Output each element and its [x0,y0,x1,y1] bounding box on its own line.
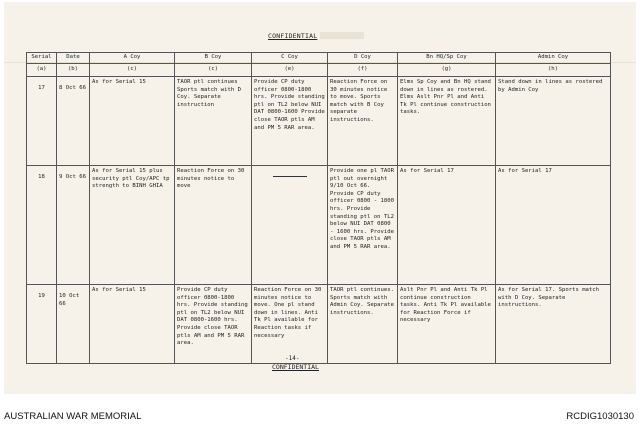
col-header-bn-hq: Bn HQ/Sp Coy [398,53,496,64]
c-coy-cell [252,166,328,285]
a-coy-cell: As for Serial 15 plus security ptl Coy/APC tp strength to BINH GHIA [90,166,175,285]
archive-credit: AUSTRALIAN WAR MEMORIAL [4,411,142,422]
col-header-serial: Serial [27,53,57,64]
table-row [27,77,611,166]
c-coy-cell: Reaction Force on 30 minutes notice to move. One pl stand down in lines. Anti Tk Pl available for Reaction tasks if necessary [252,285,328,364]
b-coy-cell: TAOR ptl continues Sports match with D Coy. Separate instruction [175,77,252,166]
serial-cell: 19 [27,285,57,364]
d-coy-cell: TAOR ptl continues. Sports match with Admin Coy. Separate instructions. [328,285,398,364]
col-letter: (g) [398,64,496,77]
col-letter: (a) [27,64,57,77]
d-coy-cell: Reaction Force on 30 minutes notice to move. Sports match with B Coy separate instructions. [328,77,398,166]
header-classification: CONFIDENTIAL [268,32,318,40]
document-page [4,2,636,394]
col-letter: (c) [175,64,252,77]
col-letter: (c) [90,64,175,77]
col-letter: (e) [252,64,328,77]
table-row [27,285,611,364]
footer-classification: CONFIDENTIAL [272,363,319,371]
b-coy-cell: Reaction Force on 30 minutes notice to move [175,166,252,285]
col-header-admin-coy: Admin Coy [496,53,611,64]
date-cell: 8 Oct 66 [57,77,90,166]
admin-coy-cell: As for Serial 17 [496,166,611,285]
d-coy-cell: Provide one pl TAOR ptl out overnight 9/10 Oct 66. Provide CP duty officer 0800 - 1800 hrs. Provide standing ptl on TL2 below NUI DAT 0800 - 1600 hrs. Provide close TAOR ptls AM and PM 5 RAR area. [328,166,398,285]
date-cell: 9 Oct 66 [57,166,90,285]
a-coy-cell: As for Serial 15 [90,285,175,364]
date-cell: 10 Oct 66 [57,285,90,364]
b-coy-cell: Provide CP duty officer 0800-1800 hrs. Provide standing ptl on TL2 below NUI DAT 0800-1600 hrs. Provide close TAOR ptls AM and PM 5 RAR area. [175,285,252,364]
page-number: -14- [285,355,300,362]
col-letter: (h) [496,64,611,77]
c-coy-cell: Provide CP duty officer 0800-1800 hrs. Provide standing ptl on TL2 below NUI DAT 0800-1600 Provide close TAOR ptls AM and PM 5 RAR area. [252,77,328,166]
table-header-row [27,53,611,64]
nil-dash [273,176,307,177]
bn-hq-cell: As for Serial 17 [398,166,496,285]
col-letter: (b) [57,64,90,77]
bn-hq-cell: Aslt Pnr Pl and Anti Tk Pl continue construction tasks. Anti Tk Pl available for Reaction Force if necessary [398,285,496,364]
col-header-b-coy: B Coy [175,53,252,64]
archive-reference: RCDIG1030130 [566,411,634,422]
admin-coy-cell: As for Serial 17. Sports match with D Coy. Separate instructions. [496,285,611,364]
table-row [27,166,611,285]
admin-coy-cell: Stand down in lines as rostered by Admin Coy [496,77,611,166]
col-header-a-coy: A Coy [90,53,175,64]
col-header-c-coy: C Coy [252,53,328,64]
col-letter: (f) [328,64,398,77]
operation-order-table [26,52,611,364]
col-header-date: Date [57,53,90,64]
bn-hq-cell: Elms Sp Coy and Bn HQ stand down in lines as rostered. Elms Aslt Pnr Pl and Anti Tk Pl continue construction tasks. [398,77,496,166]
a-coy-cell: As for Serial 15 [90,77,175,166]
column-letter-row [27,64,611,77]
serial-cell: 17 [27,77,57,166]
col-header-d-coy: D Coy [328,53,398,64]
serial-cell: 18 [27,166,57,285]
